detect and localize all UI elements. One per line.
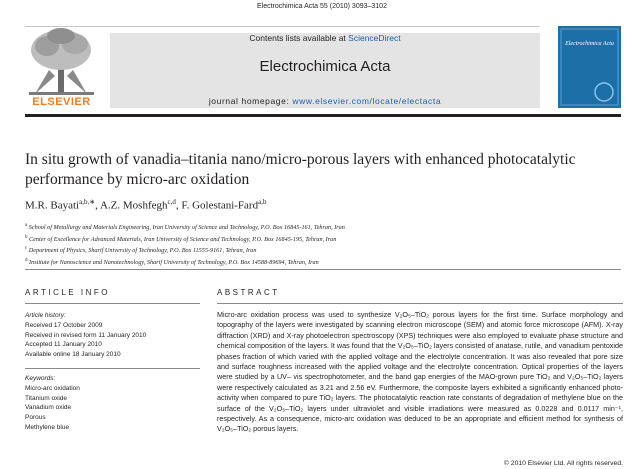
affiliation-text: School of Metallurgy and Materials Engineering, Iran University of Science and Technology, P.O. Box 16845-161, Tehran, Iran: [28, 224, 345, 232]
history-item: Available online 18 January 2010: [25, 351, 121, 359]
keyword: Micro-arc oxidation: [25, 384, 80, 392]
sciencedirect-link[interactable]: ScienceDirect: [348, 33, 401, 43]
keywords-label: Keywords:: [25, 374, 56, 382]
history-item: Accepted 11 January 2010: [25, 341, 102, 349]
affiliation-mark: b: [25, 234, 28, 240]
author-list: M.R. Bayati$^{a,b,∗}$, A.Z. Moshfegh$^{c,d}$, F. Golestani-Fard$^{a,b}$: [25, 198, 267, 212]
history-item: Received 17 October 2009: [25, 321, 103, 329]
abstract-text: Micro-arc oxidation process was used to synthesize V₂O₅–TiO₂ porous layers for the first time. Surface morphology and topography of the layers were investigated by scanning electron microscope (SEM) and atomic force microscope (AFM). X-ray diffraction (XRD) and X-ray photoelectron spectroscopy (XPS) techniques were also employed to evaluate phase structure and chemical composition of the layers. It was found that the V₂O₅–TiO₂ layers consisted of anatase, rutile, and vanadium pentoxide phases fraction of which varied with the applied voltage and the electrolyte concentration. It was also revealed that pore size and surface roughness increased with the applied voltage and the electrolyte concentration. Optical properties of the layers were studied by a UV– vis spectrophotometer, and the band gap energies of the MAO-grown pure TiO₂ and V₂O₅–TiO₂ layers were respectively calculated as 3.21 and 2.56 eV. Furthermore, the composite layers exhibited a significantly enhanced photo-activity when compared to pure TiO₂ layers. The photocatalytic reaction rate constants of degradation of methylene blue on the surface of the V₂O₅–TiO₂ layers under ultraviolet and visible irradiations were measured as 0.0228 and 0.0117 min⁻¹, respectively. As a consequence, micro-arc oxidation was deduced to be an appropriate and efficient method for synthesis of V₂O₅–TiO₂ porous layers.: [217, 310, 623, 434]
affiliation-text: Institute for Nanoscience and Nanotechnology, Sharif University of Technology, P.O. Box 14588-89694, Tehran, Iran: [29, 259, 319, 267]
author-name[interactable]: A.Z. Moshfegh: [99, 199, 168, 212]
keyword: Porous: [25, 414, 46, 422]
homepage-link[interactable]: www.elsevier.com/locate/electacta: [292, 96, 442, 106]
article-info-block: [25, 311, 200, 433]
journal-cover: [558, 26, 621, 108]
history-label: Article history:: [25, 312, 66, 319]
contents-line: [110, 33, 540, 43]
keyword: Methylene blue: [25, 423, 70, 431]
copyright-notice: © 2010 Elsevier Ltd. All rights reserved.: [503, 460, 623, 467]
author-affil-mark: a,b,∗: [79, 198, 96, 206]
journal-name: Electrochimica Acta: [259, 58, 391, 75]
elsevier-wordmark: ELSEVIER: [32, 96, 91, 108]
affiliation: [25, 244, 615, 256]
article-info-rule: [25, 303, 200, 304]
keyword: Titanium oxide: [25, 394, 68, 402]
keywords-rule: [25, 368, 200, 369]
header-bottom-rule: [25, 114, 621, 117]
journal-homepage: [110, 96, 540, 106]
author-affil-mark: c,d: [167, 198, 176, 206]
affiliation-mark: a: [25, 223, 28, 228]
section-rule: [25, 269, 621, 270]
article-info-heading: ARTICLE INFO: [25, 288, 110, 297]
author-name[interactable]: F. Golestani-Fard: [181, 199, 259, 212]
affiliation-text: Center of Excellence for Advanced Materials, Iran University of Science and Technology, P.O. Box 16845-195, Tehran, Iran: [29, 235, 337, 243]
affiliation-text: Department of Physics, Sharif University of Technology, P.O. Box 11555-9161, Tehran, Iran: [28, 247, 257, 255]
contents-prefix: Contents lists available at: [249, 33, 349, 43]
homepage-prefix: journal homepage:: [208, 96, 293, 106]
keyword: Vanadium oxide: [25, 404, 72, 412]
affiliation: [25, 221, 615, 233]
cover-title: Electrochimica Acta: [565, 41, 614, 47]
header-top-rule: [25, 26, 540, 27]
abstract-rule: [217, 303, 623, 304]
article-title: In situ growth of vanadia–titania nano/micro-porous layers with enhanced photocatalytic performance by micro-arc oxidation: [25, 151, 576, 188]
affiliation-mark: c: [25, 246, 28, 252]
affiliation: [25, 233, 615, 245]
affiliation-list: [25, 221, 615, 268]
affiliation: [25, 256, 615, 268]
journal-citation: Electrochimica Acta 55 (2010) 3093–3102: [257, 3, 387, 10]
history-item: Received in revised form 11 January 2010: [25, 331, 147, 339]
author-affil-mark: a,b: [258, 198, 267, 206]
affiliation-mark: d: [25, 257, 28, 263]
author-name[interactable]: M.R. Bayati: [25, 199, 80, 212]
abstract-heading: ABSTRACT: [217, 288, 280, 297]
